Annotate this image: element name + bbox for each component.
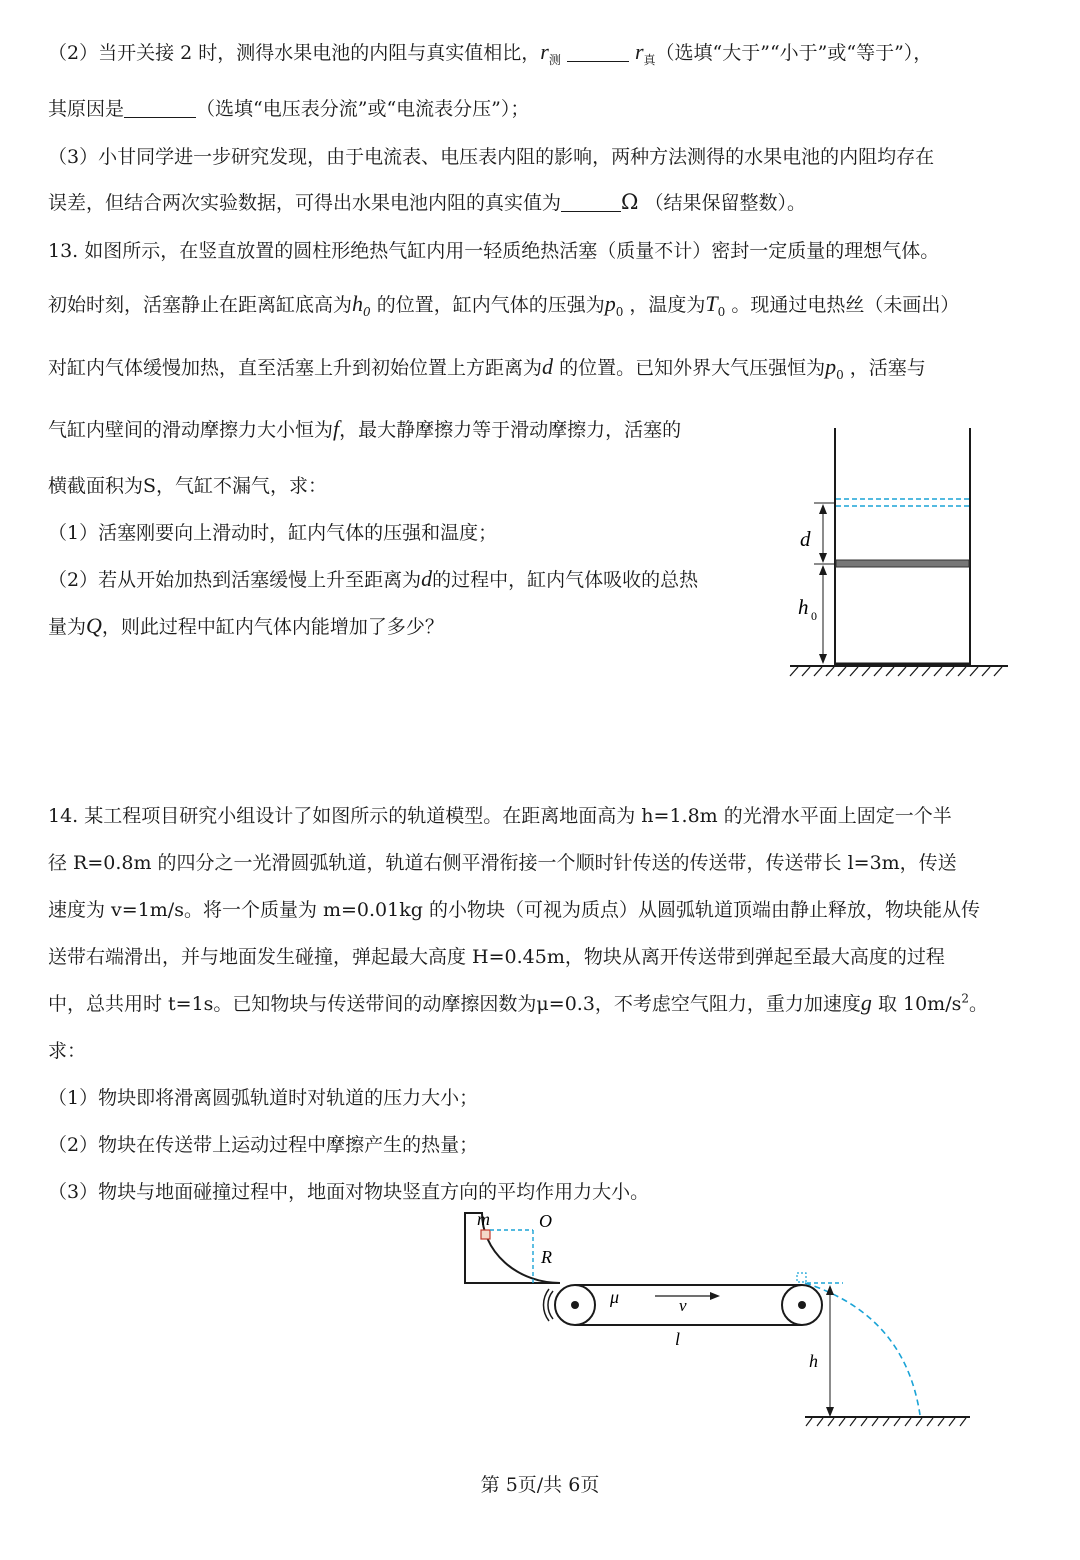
q14-line3: 速度为 v=1m/s。将一个质量为 m=0.01kg 的小物块（可视为质点）从圆弧轨道顶端由静止释放，物块能从传 bbox=[48, 899, 980, 921]
q14-line9: （3）物块与地面碰撞过程中，地面对物块竖直方向的平均作用力大小。 bbox=[48, 1181, 650, 1203]
q14-line7: （1）物块即将滑离圆弧轨道时对轨道的压力大小； bbox=[48, 1087, 479, 1109]
answer-blank-reason[interactable] bbox=[124, 98, 196, 118]
label-d: d bbox=[800, 527, 811, 551]
cylinder-figure bbox=[780, 420, 1020, 685]
label-O: O bbox=[539, 1211, 552, 1231]
label-h: h bbox=[798, 595, 809, 619]
q13-line1: 13. 如图所示，在竖直放置的圆柱形绝热气缸内用一轻质绝热活塞（质量不计）密封一定质量的理想气体。 bbox=[48, 240, 940, 262]
q14-line8: （2）物块在传送带上运动过程中摩擦产生的热量； bbox=[48, 1134, 479, 1156]
q14-line4: 送带右端滑出，并与地面发生碰撞，弹起最大高度 H=0.45m，物块从离开传送带到弹起至最大高度的过程 bbox=[48, 946, 945, 968]
q12-part3-line2: 误差，但结合两次实验数据，可得出水果电池内阻的真实值为 Ω （结果保留整数）。 bbox=[48, 190, 806, 214]
q14-line6: 求： bbox=[48, 1040, 87, 1062]
label-h-sub: 0 bbox=[811, 609, 817, 623]
q12-part2-line2: 其原因是 （选填“电压表分流”或“电流表分压”）； bbox=[48, 98, 530, 120]
q13-line8: 量为Q，则此过程中缸内气体内能增加了多少？ bbox=[48, 613, 444, 638]
ground-hatch bbox=[790, 667, 1002, 676]
q13-line7: （2）若从开始加热到活塞缓慢上升至距离为d的过程中，缸内气体吸收的总热 bbox=[48, 566, 699, 591]
label-h: h bbox=[809, 1351, 818, 1371]
q14-line2: 径 R=0.8m 的四分之一光滑圆弧轨道，轨道右侧平滑衔接一个顺时针传送的传送带，传送带长 l=3m，传送 bbox=[48, 852, 957, 874]
q14-line5: 中，总共用时 t=1s。已知物块与传送带间的动摩擦因数为μ=0.3，不考虑空气阻力，重力加速度g 取 $10m/s^2$。 bbox=[48, 990, 989, 1015]
q12-part3-line1: （3）小甘同学进一步研究发现，由于电流表、电压表内阻的影响，两种方法测得的水果电池的内阻均存在 bbox=[48, 146, 935, 168]
answer-blank-resistance[interactable] bbox=[561, 192, 621, 212]
label-l: l bbox=[675, 1329, 681, 1349]
q13-line6: （1）活塞刚要向上滑动时，缸内气体的压强和温度； bbox=[48, 522, 498, 544]
q13-line2: 初始时刻，活塞静止在距离缸底高为$h_0$ 的位置，缸内气体的压强为$p_0$ ，温度为$T_0$ 。现通过电热丝（未画出） bbox=[48, 291, 960, 319]
page-footer: 第 5页/共 6页 bbox=[480, 1474, 600, 1496]
label-R: R bbox=[541, 1247, 552, 1267]
answer-blank-compare[interactable] bbox=[567, 42, 629, 62]
label-m: m bbox=[477, 1209, 490, 1229]
piston bbox=[836, 560, 969, 567]
q14-line1: 14. 某工程项目研究小组设计了如图所示的轨道模型。在距离地面高为 h=1.8m 的光滑水平面上固定一个半 bbox=[48, 805, 952, 827]
track-figure bbox=[455, 1205, 985, 1435]
q13-line5: 横截面积为S，气缸不漏气，求： bbox=[48, 475, 328, 497]
q12-part2-line1: （2）当开关接 2 时，测得水果电池的内阻与真实值相比，$r_测$ $r_真$（选填“大于”“小于”或“等于”）， bbox=[48, 39, 933, 67]
q13-line3: 对缸内气体缓慢加热，直至活塞上升到初始位置上方距离为d 的位置。已知外界大气压强恒为$p_0$ ，活塞与 bbox=[48, 354, 926, 382]
block-m bbox=[481, 1230, 490, 1239]
label-v: v bbox=[679, 1296, 687, 1315]
label-mu: μ bbox=[610, 1287, 620, 1307]
q13-line4: 气缸内壁间的滑动摩擦力大小恒为f，最大静摩擦力等于滑动摩擦力，活塞的 bbox=[48, 416, 682, 441]
